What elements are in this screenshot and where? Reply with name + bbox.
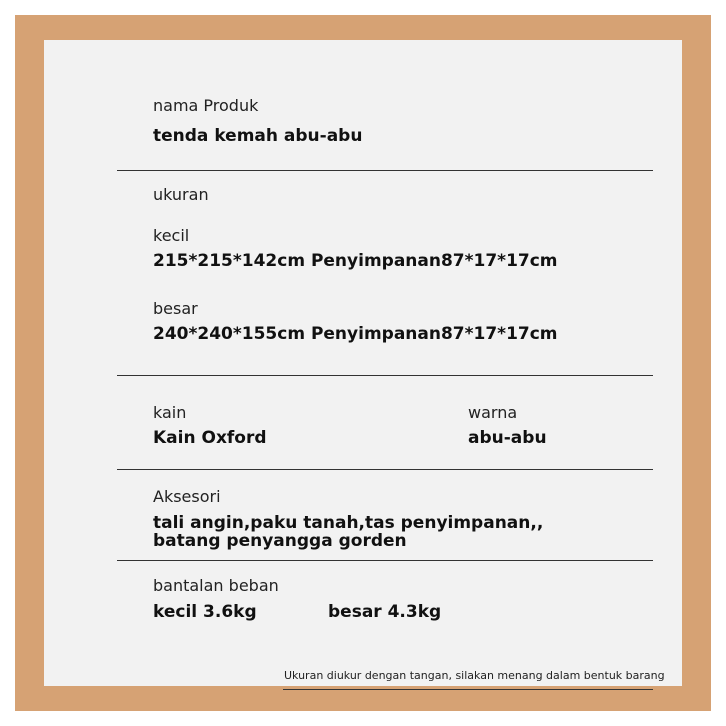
divider	[117, 170, 653, 171]
footnote-divider	[283, 689, 653, 690]
size-small-label: kecil	[153, 226, 190, 245]
spec-card	[44, 40, 682, 686]
weight-small-value: kecil 3.6kg	[153, 602, 257, 622]
weight-label: bantalan beban	[153, 576, 279, 595]
footnote: Ukuran diukur dengan tangan, silakan menang dalam bentuk barang	[284, 669, 665, 682]
accessories-line-1: tali angin,paku tanah,tas penyimpanan,,	[153, 513, 544, 533]
divider	[117, 469, 653, 470]
divider	[117, 375, 653, 376]
fabric-label: kain	[153, 403, 187, 422]
weight-large-value: besar 4.3kg	[328, 602, 442, 622]
accessories-line-2: batang penyangga gorden	[153, 531, 407, 551]
accessories-label: Aksesori	[153, 487, 221, 506]
divider	[117, 560, 653, 561]
color-label: warna	[468, 403, 518, 422]
size-large-value: 240*240*155cm Penyimpanan87*17*17cm	[153, 324, 558, 344]
size-large-label: besar	[153, 299, 198, 318]
size-small-value: 215*215*142cm Penyimpanan87*17*17cm	[153, 251, 558, 271]
color-value: abu-abu	[468, 428, 547, 448]
outer-frame	[15, 15, 711, 711]
product-name-label: nama Produk	[153, 96, 259, 115]
size-label: ukuran	[153, 185, 209, 204]
product-name-value: tenda kemah abu-abu	[153, 126, 363, 146]
fabric-value: Kain Oxford	[153, 428, 267, 448]
